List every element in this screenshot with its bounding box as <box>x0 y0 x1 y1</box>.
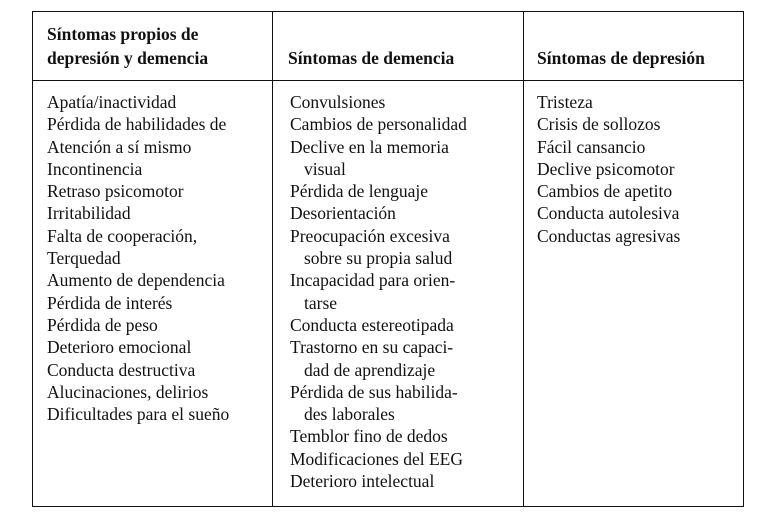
list-item-text: Deterioro intelectual <box>290 471 435 492</box>
list-item-text: Pérdida de lenguaje <box>290 181 429 202</box>
header-depression-symptoms <box>537 46 705 70</box>
list-item-continuation: tarse <box>304 292 338 313</box>
header-line: Síntomas de demencia <box>288 48 455 68</box>
list-item-continuation: sobre su propia salud <box>304 248 453 269</box>
list-item-continuation: des laborales <box>304 404 395 425</box>
list-item-text: Cambios de personalidad <box>290 114 467 135</box>
column-divider-1 <box>272 12 273 506</box>
list-item-continuation: dad de aprendizaje <box>304 359 436 380</box>
header-line: Síntomas de depresión <box>537 48 705 68</box>
list-item: Irritabilidad <box>47 203 131 224</box>
list-item: Falta de cooperación, <box>47 225 198 246</box>
list-item-text: Pérdida de sus habilida- <box>290 381 458 402</box>
list-item: Dificultades para el sueño <box>47 404 230 425</box>
list-item: Pérdida de habilidades de <box>47 114 227 135</box>
list-item: Declive psicomotor <box>537 158 675 179</box>
list-item-text: Preocupación excesiva <box>290 225 450 246</box>
header-shared-symptoms <box>47 22 208 70</box>
column-dementia-symptoms <box>290 91 512 492</box>
header-line: depresión y demencia <box>47 48 209 68</box>
list-item: Apatía/inactividad <box>47 92 177 112</box>
list-item: Crisis de sollozos <box>537 114 661 135</box>
column-divider-2 <box>523 12 524 506</box>
list-item-text: Conducta estereotipada <box>290 314 454 335</box>
header-divider <box>33 80 743 81</box>
list-item: Conducta destructiva <box>47 359 196 380</box>
list-item: Retraso psicomotor <box>47 181 184 202</box>
list-item <box>290 269 512 314</box>
list-item: Pérdida de interés <box>47 292 173 313</box>
list-item <box>290 470 512 492</box>
column-depression-symptoms <box>537 91 737 247</box>
list-item: Incontinencia <box>47 158 143 179</box>
list-item: Fácil cansancio <box>537 136 646 157</box>
list-item: Terquedad <box>47 248 121 269</box>
header-line: Síntomas propios de <box>47 24 199 44</box>
list-item-text: Convulsiones <box>290 92 386 112</box>
list-item <box>290 425 512 447</box>
list-item: Atención a sí mismo <box>47 136 192 157</box>
column-shared-symptoms <box>47 91 267 425</box>
list-item: Deterioro emocional <box>47 337 192 358</box>
list-item <box>290 91 512 113</box>
list-item <box>290 180 512 202</box>
list-item <box>290 113 512 135</box>
list-item-text: Declive en la memoria <box>290 136 449 157</box>
symptoms-table <box>32 11 744 507</box>
list-item: Alucinaciones, delirios <box>47 381 209 402</box>
list-item: Tristeza <box>537 92 593 112</box>
header-dementia-symptoms <box>288 46 454 70</box>
list-item: Pérdida de peso <box>47 314 158 335</box>
list-item-text: Trastorno en su capaci- <box>290 337 454 358</box>
list-item-continuation: visual <box>304 158 346 179</box>
list-item-text: Temblor fino de dedos <box>290 426 448 447</box>
list-item: Conducta autolesiva <box>537 203 680 224</box>
list-item: Aumento de dependencia <box>47 270 225 291</box>
list-item <box>290 136 512 181</box>
list-item <box>290 225 512 270</box>
list-item: Cambios de apetito <box>537 181 673 202</box>
list-item-text: Desorientación <box>290 203 396 224</box>
list-item-text: Incapacidad para orien- <box>290 270 456 291</box>
list-item <box>290 336 512 381</box>
list-item <box>290 202 512 224</box>
list-item <box>290 381 512 426</box>
list-item <box>290 448 512 470</box>
list-item <box>290 314 512 336</box>
list-item-text: Modificaciones del EEG <box>290 448 464 469</box>
list-item: Conductas agresivas <box>537 225 681 246</box>
